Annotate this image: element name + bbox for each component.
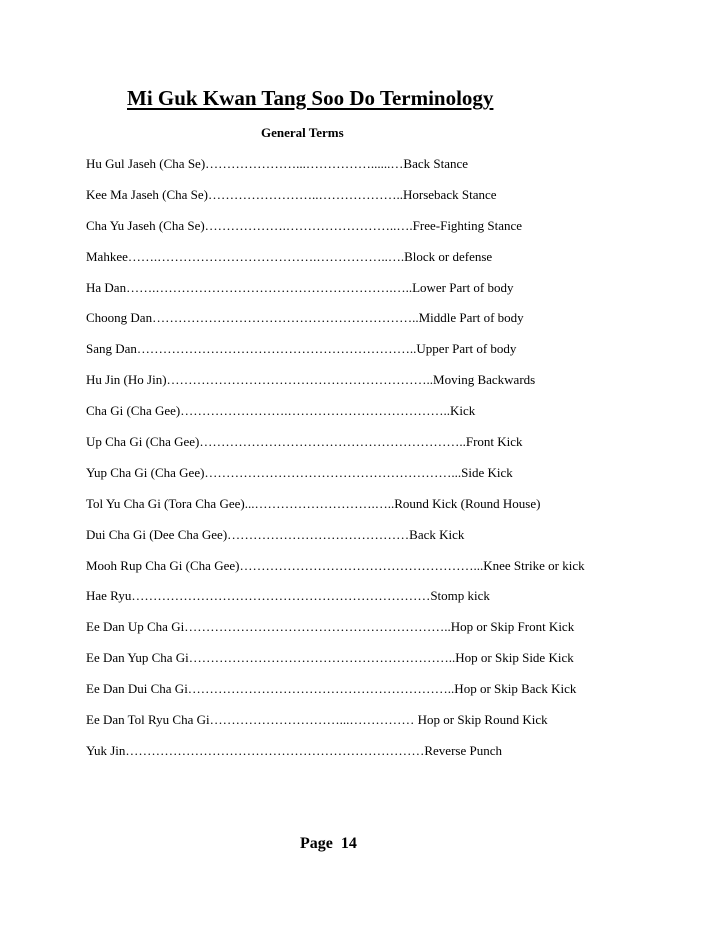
term-line: Cha Gi (Cha Gee)…………………….………………………………..Kick [86,403,476,419]
term-line: Yup Cha Gi (Cha Gee)…………………………………………………...Side Kick [86,464,513,480]
term-line: Mooh Rup Cha Gi (Cha Gee)………………………………………………...Knee Strike or kick [86,557,585,573]
term-line: Ee Dan Yup Cha Gi……………………………………………………..Hop or Skip Side Kick [86,650,574,666]
term-line: Ee Dan Tol Ryu Cha Gi…………………………...…………… Hop or Skip Round Kick [86,712,548,728]
term-line: Hae Ryu……………………………………………………………Stomp kick [86,588,490,604]
page-number: Page 14 [300,835,357,852]
term-line: Dui Cha Gi (Dee Cha Gee)……………………………………Back Kick [86,526,465,542]
term-line: Mahkee…….……………………………….……………..….Block or defense [86,248,493,264]
terms-list [86,154,585,772]
term-line: Cha Yu Jaseh (Cha Se)……………….……………………..….Free-Fighting Stance [86,217,523,233]
term-line: Sang Dan………………………………………………………..Upper Part of body [86,341,517,357]
section-heading: General Terms [261,125,344,140]
term-line: Hu Jin (Ho Jin)……………………………………………………..Moving Backwards [86,372,536,388]
term-line: Tol Yu Cha Gi (Tora Cha Gee)...……………………….…..Round Kick (Round House) [86,495,541,511]
document-title: Mi Guk Kwan Tang Soo Do Terminology [127,86,494,110]
term-line: Ee Dan Up Cha Gi……………………………………………………..Hop or Skip Front Kick [86,619,575,635]
term-line: Choong Dan……………………………………………………..Middle Part of body [86,310,524,326]
term-line: Yuk Jin……………………………………………………………Reverse Punch [86,742,502,758]
term-line: Kee Ma Jaseh (Cha Se)……………………..………………..Horseback Stance [86,186,497,202]
term-line: Up Cha Gi (Cha Gee)……………………………………………………..Front Kick [86,434,523,450]
term-line: Hu Gul Jaseh (Cha Se)…………………...……………......…Back Stance [86,156,469,171]
term-line: Ha Dan…….……………………………………………….…..Lower Part of body [86,279,514,295]
term-line: Ee Dan Dui Cha Gi……………………………………………………..Hop or Skip Back Kick [86,681,577,697]
